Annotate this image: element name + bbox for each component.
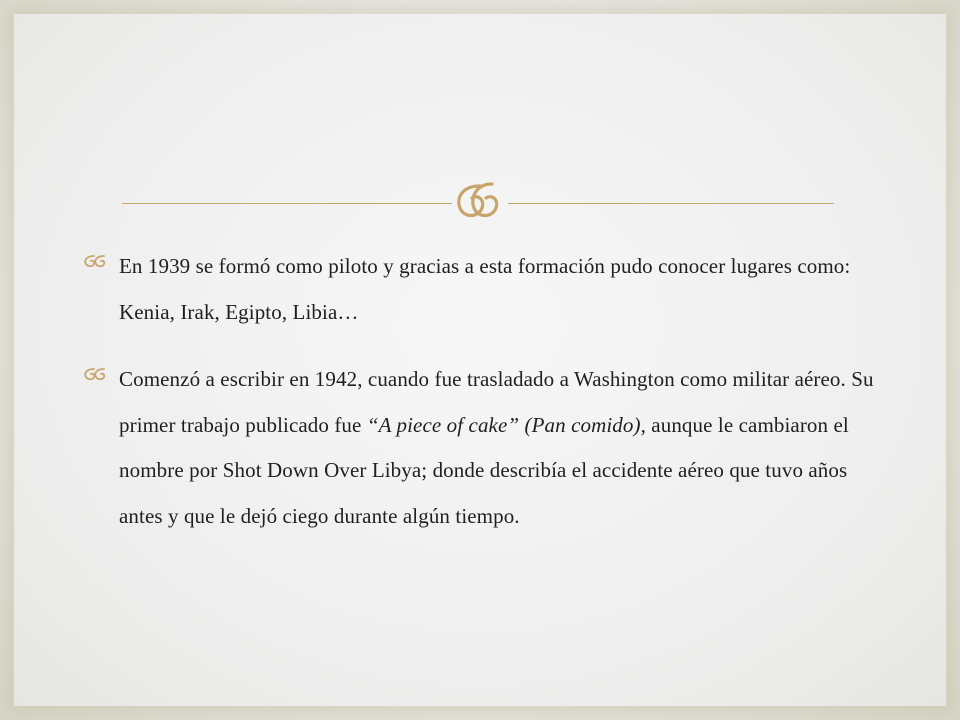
bullet-text-start: Comenzó a escribir en 1942, cuando fue trasladado a Washington como militar aéreo. Su primer trabajo publicado fue: [119, 367, 874, 437]
double-swash-ornament-icon: [452, 180, 508, 224]
title-rule-right: [508, 203, 834, 204]
double-swash-bullet-icon: [82, 367, 112, 381]
list-item: [82, 244, 882, 335]
title-rule-left: [122, 203, 452, 204]
bullet-text: En 1939 se formó como piloto y gracias a esta formación pudo conocer lugares como: Kenia, Irak, Egipto, Libia…: [119, 254, 851, 324]
bullet-text: [119, 357, 882, 539]
list-item: [82, 357, 882, 539]
double-swash-bullet-icon: [82, 254, 112, 268]
bullet-list: [82, 244, 882, 561]
bullet-text-end: aunque le cambiaron el nombre por Shot Down Over Libya; donde describía el accidente aéreo que tuvo años antes y que le dejó ciego durante algún tiempo.: [119, 412, 849, 528]
book-title-italic: “A piece of cake” (Pan comido),: [366, 412, 646, 437]
